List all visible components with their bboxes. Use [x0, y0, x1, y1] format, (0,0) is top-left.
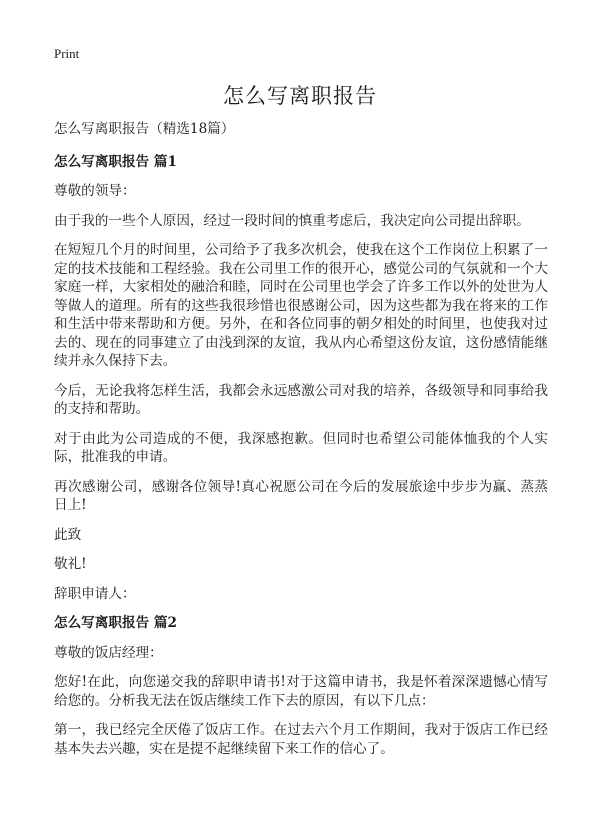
document-body — [54, 120, 548, 769]
signature-line: 辞职申请人： — [54, 585, 136, 602]
document-subtitle: 怎么写离职报告（精选18篇） — [54, 121, 235, 137]
paragraph: 在短短几个月的时间里，公司给予了我多次机会，使我在这个工作岗位上积累了一定的技术技能和工程经验。我在公司里工作的很开心，感觉公司的气氛就和一个大家庭一样，大家相处的融洽和睦，同时在公司里也学会了许多工作以外的处世为人等做人的道理。所有的这些我很珍惜也很感谢公司，因为这些都为我在将来的工作和生活中带来帮助和方便。另外，在和各位同事的朝夕相处的时间里，也使我对过去的、现在的同事建立了由浅到深的友谊，我从内心希望这份友谊，这份感情能继续并永久保持下去。 — [54, 242, 548, 369]
paragraph: 再次感谢公司，感谢各位领导!真心祝愿公司在今后的发展旅途中步步为赢、蒸蒸日上! — [54, 478, 548, 513]
closing-line: 敬礼! — [54, 556, 87, 572]
paragraph: 今后，无论我将怎样生活，我都会永远感激公司对我的培养，各级领导和同事给我的支持和帮助。 — [54, 382, 548, 417]
paragraph: 第一，我已经完全厌倦了饭店工作。在过去六个月工作期间，我对于饭店工作已经基本失去兴趣，实在是提不起继续留下来工作的信心了。 — [54, 722, 548, 757]
salutation: 尊敬的领导： — [54, 183, 136, 199]
print-link[interactable]: Print — [54, 46, 80, 61]
paragraph: 由于我的一些个人原因，经过一段时间的慎重考虑后，我决定向公司提出辞职。 — [54, 212, 530, 229]
document-title: 怎么写离职报告 — [223, 84, 377, 108]
section-heading-1: 怎么写离职报告 篇1 — [54, 153, 177, 170]
salutation: 尊敬的饭店经理： — [54, 644, 163, 661]
section-heading-2: 怎么写离职报告 篇2 — [54, 615, 177, 631]
closing-line: 此致 — [54, 526, 82, 543]
paragraph: 对于由此为公司造成的不便，我深感抱歉。但同时也希望公司能体恤我的个人实际，批准我的申请。 — [54, 430, 548, 465]
paragraph: 您好!在此，向您递交我的辞职申请书!对于这篇申请书，我是怀着深深遗憾心情写给您的。分析我无法在饭店继续工作下去的原因，有以下几点： — [54, 674, 548, 709]
